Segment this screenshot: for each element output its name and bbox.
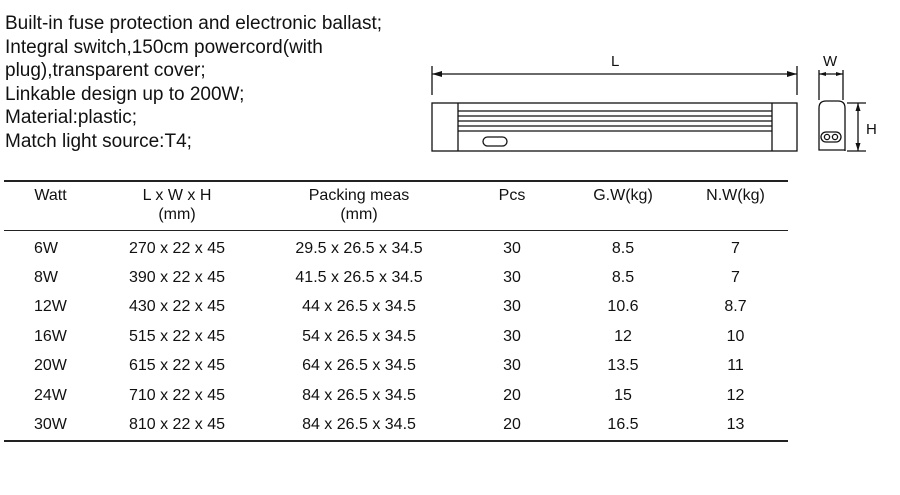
table-row [4,293,788,322]
cell-packing: 84 x 26.5 x 34.5 [302,386,416,404]
table-row [4,381,788,410]
table-row [4,410,788,440]
header-packing: Packing meas (mm) [308,187,410,223]
cell-gross-weight: 12 [614,327,632,345]
table-row [4,352,788,381]
header-gross-weight: G.W(kg) [593,187,653,204]
table-row [4,263,788,292]
fixture-side-view [819,101,845,151]
fixture-drawing [0,0,900,180]
height-label: H [866,121,877,138]
feature-item: Built-in fuse protection and electronic ballast; [5,13,383,34]
cell-net-weight: 11 [727,357,744,375]
cell-pcs: 30 [503,357,521,375]
cell-net-weight: 7 [731,239,740,257]
cell-net-weight: 8.7 [724,298,747,316]
width-dimension [819,70,843,100]
height-dimension [847,103,866,151]
cell-pcs: 30 [503,298,521,316]
cell-gross-weight: 8.5 [611,269,635,287]
cell-dimensions: 515 x 22 x 45 [128,327,226,345]
cell-net-weight: 10 [726,327,745,345]
cell-watt: 20W [34,357,67,375]
cell-pcs: 20 [503,386,521,404]
cell-dimensions: 615 x 22 x 45 [128,357,226,375]
cell-packing: 64 x 26.5 x 34.5 [302,357,416,375]
cell-pcs: 30 [503,269,521,287]
table-row [4,322,788,351]
cell-pcs: 30 [503,239,521,257]
cell-dimensions: 270 x 22 x 45 [128,239,226,257]
table-header-row [4,181,788,231]
feature-item: Linkable design up to 200W; [5,83,245,105]
cell-net-weight: 13 [726,416,745,434]
cell-packing: 44 x 26.5 x 34.5 [302,298,416,316]
header-net-weight: N.W(kg) [706,187,765,204]
table-row [4,231,788,264]
cell-dimensions: 390 x 22 x 45 [128,269,226,287]
switch-icon [483,137,507,146]
cell-dimensions: 810 x 22 x 45 [128,416,226,434]
cell-gross-weight: 13.5 [607,357,639,375]
cell-watt: 16W [34,327,67,345]
spec-table [4,180,788,442]
header-watt: Watt [34,187,67,204]
header-pcs: Pcs [498,187,526,204]
feature-item: plug),transparent cover; [5,60,206,81]
cell-gross-weight: 8.5 [611,239,635,257]
length-label: L [611,53,620,70]
cell-packing: 29.5 x 26.5 x 34.5 [295,239,423,257]
feature-item: Match light source:T4; [5,130,192,152]
fixture-front-view [432,103,797,151]
cell-watt: 8W [34,269,58,287]
cell-gross-weight: 10.6 [607,298,639,316]
cell-watt: 30W [34,416,67,434]
cell-packing: 84 x 26.5 x 34.5 [302,416,416,434]
cell-dimensions: 710 x 22 x 45 [128,386,226,404]
cell-watt: 12W [34,298,67,316]
cell-net-weight: 12 [726,386,745,404]
cell-gross-weight: 16.5 [607,416,639,434]
length-dimension [432,66,797,95]
header-dimensions: L x W x H (mm) [142,187,212,223]
cell-packing: 54 x 26.5 x 34.5 [302,327,416,345]
cell-dimensions: 430 x 22 x 45 [128,298,226,316]
cell-pcs: 20 [503,416,521,434]
cell-watt: 24W [34,386,67,404]
feature-item: Integral switch,150cm powercord(with [5,36,323,58]
cell-packing: 41.5 x 26.5 x 34.5 [295,269,423,287]
feature-item: Material:plastic; [5,107,137,128]
cell-gross-weight: 15 [614,386,632,404]
width-label: W [823,53,838,70]
cell-net-weight: 7 [731,269,740,287]
cell-pcs: 30 [503,327,521,345]
cell-watt: 6W [34,239,58,257]
